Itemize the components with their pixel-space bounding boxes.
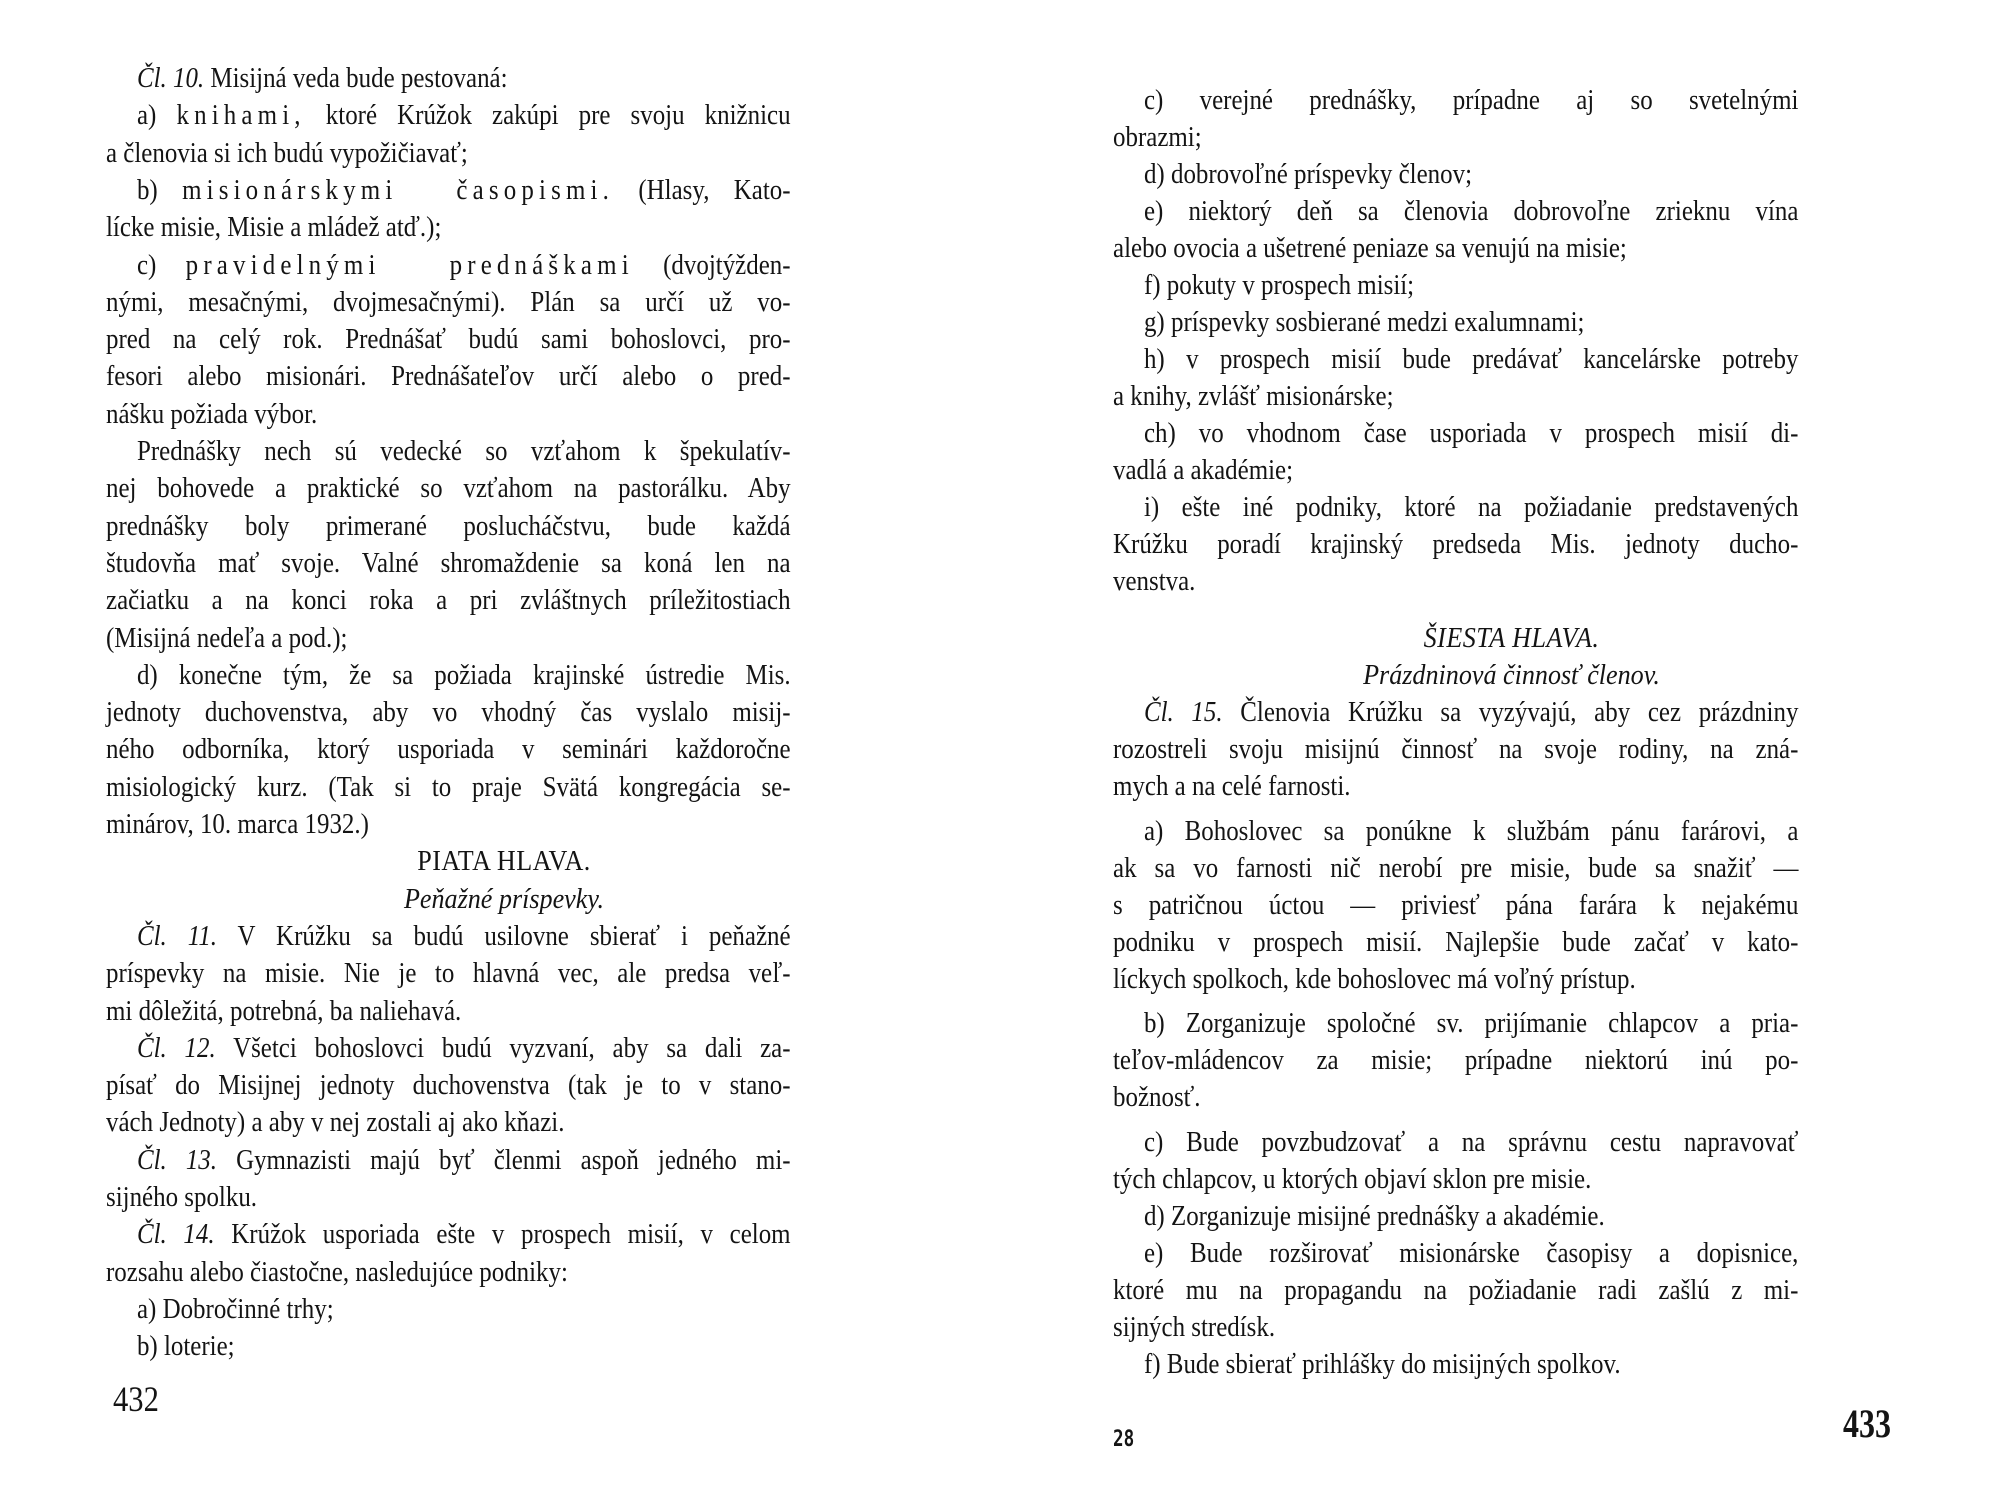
text-line: g) príspevky sosbierané medzi exalumnami; bbox=[1143, 306, 1585, 338]
text-line: obrazmi; bbox=[1113, 121, 1202, 153]
text-line: fesori alebo misionári. Prednášateľov určí alebo o pred- bbox=[106, 360, 791, 393]
text-line: alebo ovocia a ušetrené peniaze sa venujú na misie; bbox=[1113, 232, 1627, 264]
text-line: b) Zorganizuje spoločné sv. prijímanie chlapcov a pria- bbox=[1143, 1007, 1799, 1040]
text-line: a knihy, zvlášť misionárske; bbox=[1113, 380, 1394, 412]
text-line: pred na celý rok. Prednášať budú sami bohoslovci, pro- bbox=[106, 323, 791, 356]
text-line: prednášky boly primerané poslucháčstvu, bude každá bbox=[106, 509, 791, 542]
line-text: Gymnazisti majú byť členmi aspoň jedného mi- bbox=[217, 1143, 791, 1176]
text-line: študovňa mať svoje. Valné shromaždenie sa koná len na bbox=[106, 546, 791, 579]
text-line: nášku požiada výbor. bbox=[106, 397, 318, 430]
text-line: začiatku a na konci roka a pri zvláštnych príležitostiach bbox=[106, 584, 791, 617]
text-line: Krúžku poradí krajinský predseda Mis. jednoty ducho- bbox=[1113, 528, 1799, 560]
chapter-subtitle: Prázdninová činnosť členov. bbox=[1363, 659, 1660, 692]
line-text: V Krúžku sa budú usilovne sbierať i peňažné bbox=[217, 919, 791, 952]
article-number: Čl. 14. bbox=[136, 1218, 215, 1251]
line-text: Členovia Krúžku sa vyzývajú, aby cez prázdniny bbox=[1222, 696, 1799, 729]
text-line: líckych spolkoch, kde bohoslovec má voľný prístup. bbox=[1113, 962, 1636, 995]
text-line: mi dôležitá, potrebná, ba naliehavá. bbox=[106, 994, 462, 1027]
text-line: misiologický kurz. (Tak si to praje Svätá kongregácia se- bbox=[106, 770, 791, 803]
text-line: ného odborníka, ktorý usporiada v seminári každoročne bbox=[106, 733, 791, 766]
text-line: d) konečne tým, že sa požiada krajinské ústredie Mis. bbox=[136, 658, 791, 691]
signature-mark: 28 bbox=[1113, 1427, 1135, 1452]
text-line: a) Bohoslovec sa ponúkne k službám pánu farárovi, a bbox=[1143, 814, 1799, 847]
article-number: Čl. 13. bbox=[136, 1143, 218, 1176]
text-line: sijného spolku. bbox=[106, 1181, 258, 1213]
text-line: a) Dobročinné trhy; bbox=[136, 1292, 334, 1325]
text-line: s patričnou úctou — priviesť pána farára k nejakému bbox=[1113, 888, 1799, 921]
line-text: (dvojtýžden- bbox=[633, 248, 791, 281]
chapter-subtitle: Peňažné príspevky. bbox=[403, 882, 605, 915]
right-page bbox=[1000, 0, 2004, 1500]
emphasized-spaced-term: pravidelnými prednáškami bbox=[185, 248, 634, 281]
text-line: príspevky na misie. Nie je to hlavná vec, ale predsa veľ- bbox=[106, 957, 791, 990]
page-number-right: 433 bbox=[1843, 1401, 1891, 1446]
list-marker: a) bbox=[136, 99, 177, 132]
text-line: c) verejné prednášky, prípadne aj so svetelnými bbox=[1143, 84, 1799, 116]
left-page bbox=[0, 0, 1000, 1500]
text-line: c) Bude povzbudzovať a na správnu cestu napravovať bbox=[1143, 1125, 1799, 1158]
text-line: tých chlapcov, u ktorých objaví sklon pre misie. bbox=[1113, 1162, 1592, 1195]
text-line: vadlá a akadémie; bbox=[1113, 454, 1294, 486]
text-line: e) niektorý deň sa členovia dobrovoľne zrieknu vína bbox=[1143, 195, 1799, 227]
text-line: f) Bude sbierať prihlášky do misijných spolkov. bbox=[1143, 1347, 1621, 1380]
article-number: Čl. 10. bbox=[136, 62, 205, 94]
text-line: teľov-mládencov za misie; prípadne niektorú inú po- bbox=[1113, 1044, 1799, 1077]
text-line: ak sa vo farnosti nič nerobí pre misie, bude sa snažiť — bbox=[1113, 851, 1799, 884]
text-line: b) loterie; bbox=[136, 1330, 235, 1363]
article-number: Čl. 11. bbox=[136, 919, 218, 952]
text-line: f) pokuty v prospech misií; bbox=[1143, 269, 1415, 301]
article-number: Čl. 15. bbox=[1143, 696, 1223, 729]
text-line: h) v prospech misií bude predávať kancelárske potreby bbox=[1143, 343, 1799, 375]
chapter-heading: ŠIESTA HLAVA. bbox=[1423, 622, 1600, 655]
text-line: podniku v prospech misií. Najlepšie bude začať v kato- bbox=[1113, 925, 1799, 958]
line-text: Misijná veda bude pestovaná: bbox=[204, 62, 508, 94]
list-marker: b) bbox=[136, 173, 183, 206]
text-line: d) dobrovoľné príspevky členov; bbox=[1143, 158, 1473, 190]
line-text: (Hlasy, Kato- bbox=[613, 173, 791, 206]
text-line: nej bohovede a praktické so vzťahom na pastorálku. Aby bbox=[106, 472, 791, 505]
list-marker: c) bbox=[136, 248, 186, 281]
chapter-heading: PIATA HLAVA. bbox=[417, 845, 591, 878]
text-line: a členovia si ich budú vypožičiavať; bbox=[106, 136, 468, 169]
text-line: písať do Misijnej jednoty duchovenstva (tak je to v stano- bbox=[106, 1069, 791, 1102]
line-text: Všetci bohoslovci budú vyzvaní, aby sa dali za- bbox=[215, 1031, 791, 1064]
page-number-left: 432 bbox=[113, 1379, 159, 1419]
text-line: d) Zorganizuje misijné prednášky a akadémie. bbox=[1143, 1199, 1605, 1232]
text-line: (Misijná nedeľa a pod.); bbox=[106, 621, 348, 654]
line-text: Krúžok usporiada ešte v prospech misií, v celom bbox=[214, 1218, 791, 1251]
text-line: ktoré mu na propagandu na požiadanie radi zašlú z mi- bbox=[1113, 1273, 1799, 1306]
text-line: nými, mesačnými, dvojmesačnými). Plán sa určí už vo- bbox=[106, 285, 791, 318]
text-line: vách Jednoty) a aby v nej zostali aj ako kňazi. bbox=[106, 1106, 565, 1139]
emphasized-spaced-term: misionárskymi časopismi. bbox=[182, 173, 614, 206]
article-number: Čl. 12. bbox=[136, 1031, 216, 1064]
text-line: venstva. bbox=[1113, 565, 1196, 597]
text-line: minárov, 10. marca 1932.) bbox=[106, 808, 369, 840]
text-line: e) Bude rozširovať misionárske časopisy a dopisnice, bbox=[1143, 1236, 1799, 1269]
text-line: Prednášky nech sú vedecké so vzťahom k špekulatív- bbox=[136, 435, 791, 467]
emphasized-spaced-term: knihami, bbox=[176, 99, 306, 132]
text-line: božnosť. bbox=[1113, 1081, 1201, 1114]
text-line: jednoty duchovenstva, aby vo vhodný čas vyslalo misij- bbox=[106, 696, 791, 729]
text-line: i) ešte iné podniky, ktoré na požiadanie predstavených bbox=[1143, 491, 1799, 523]
text-line: lícke misie, Misie a mládež atď.); bbox=[106, 211, 442, 244]
text-line: rozostreli svoju misijnú činnosť na svoje rodiny, na zná- bbox=[1113, 733, 1799, 766]
line-text: ktoré Krúžok zakúpi pre svoju knižnicu bbox=[305, 99, 791, 132]
text-line: sijných stredísk. bbox=[1113, 1310, 1276, 1343]
text-line: ch) vo vhodnom čase usporiada v prospech misií di- bbox=[1143, 417, 1799, 449]
text-line: rozsahu alebo čiastočne, nasledujúce podniky: bbox=[106, 1255, 568, 1288]
text-line: mych a na celé farnosti. bbox=[1113, 770, 1351, 803]
